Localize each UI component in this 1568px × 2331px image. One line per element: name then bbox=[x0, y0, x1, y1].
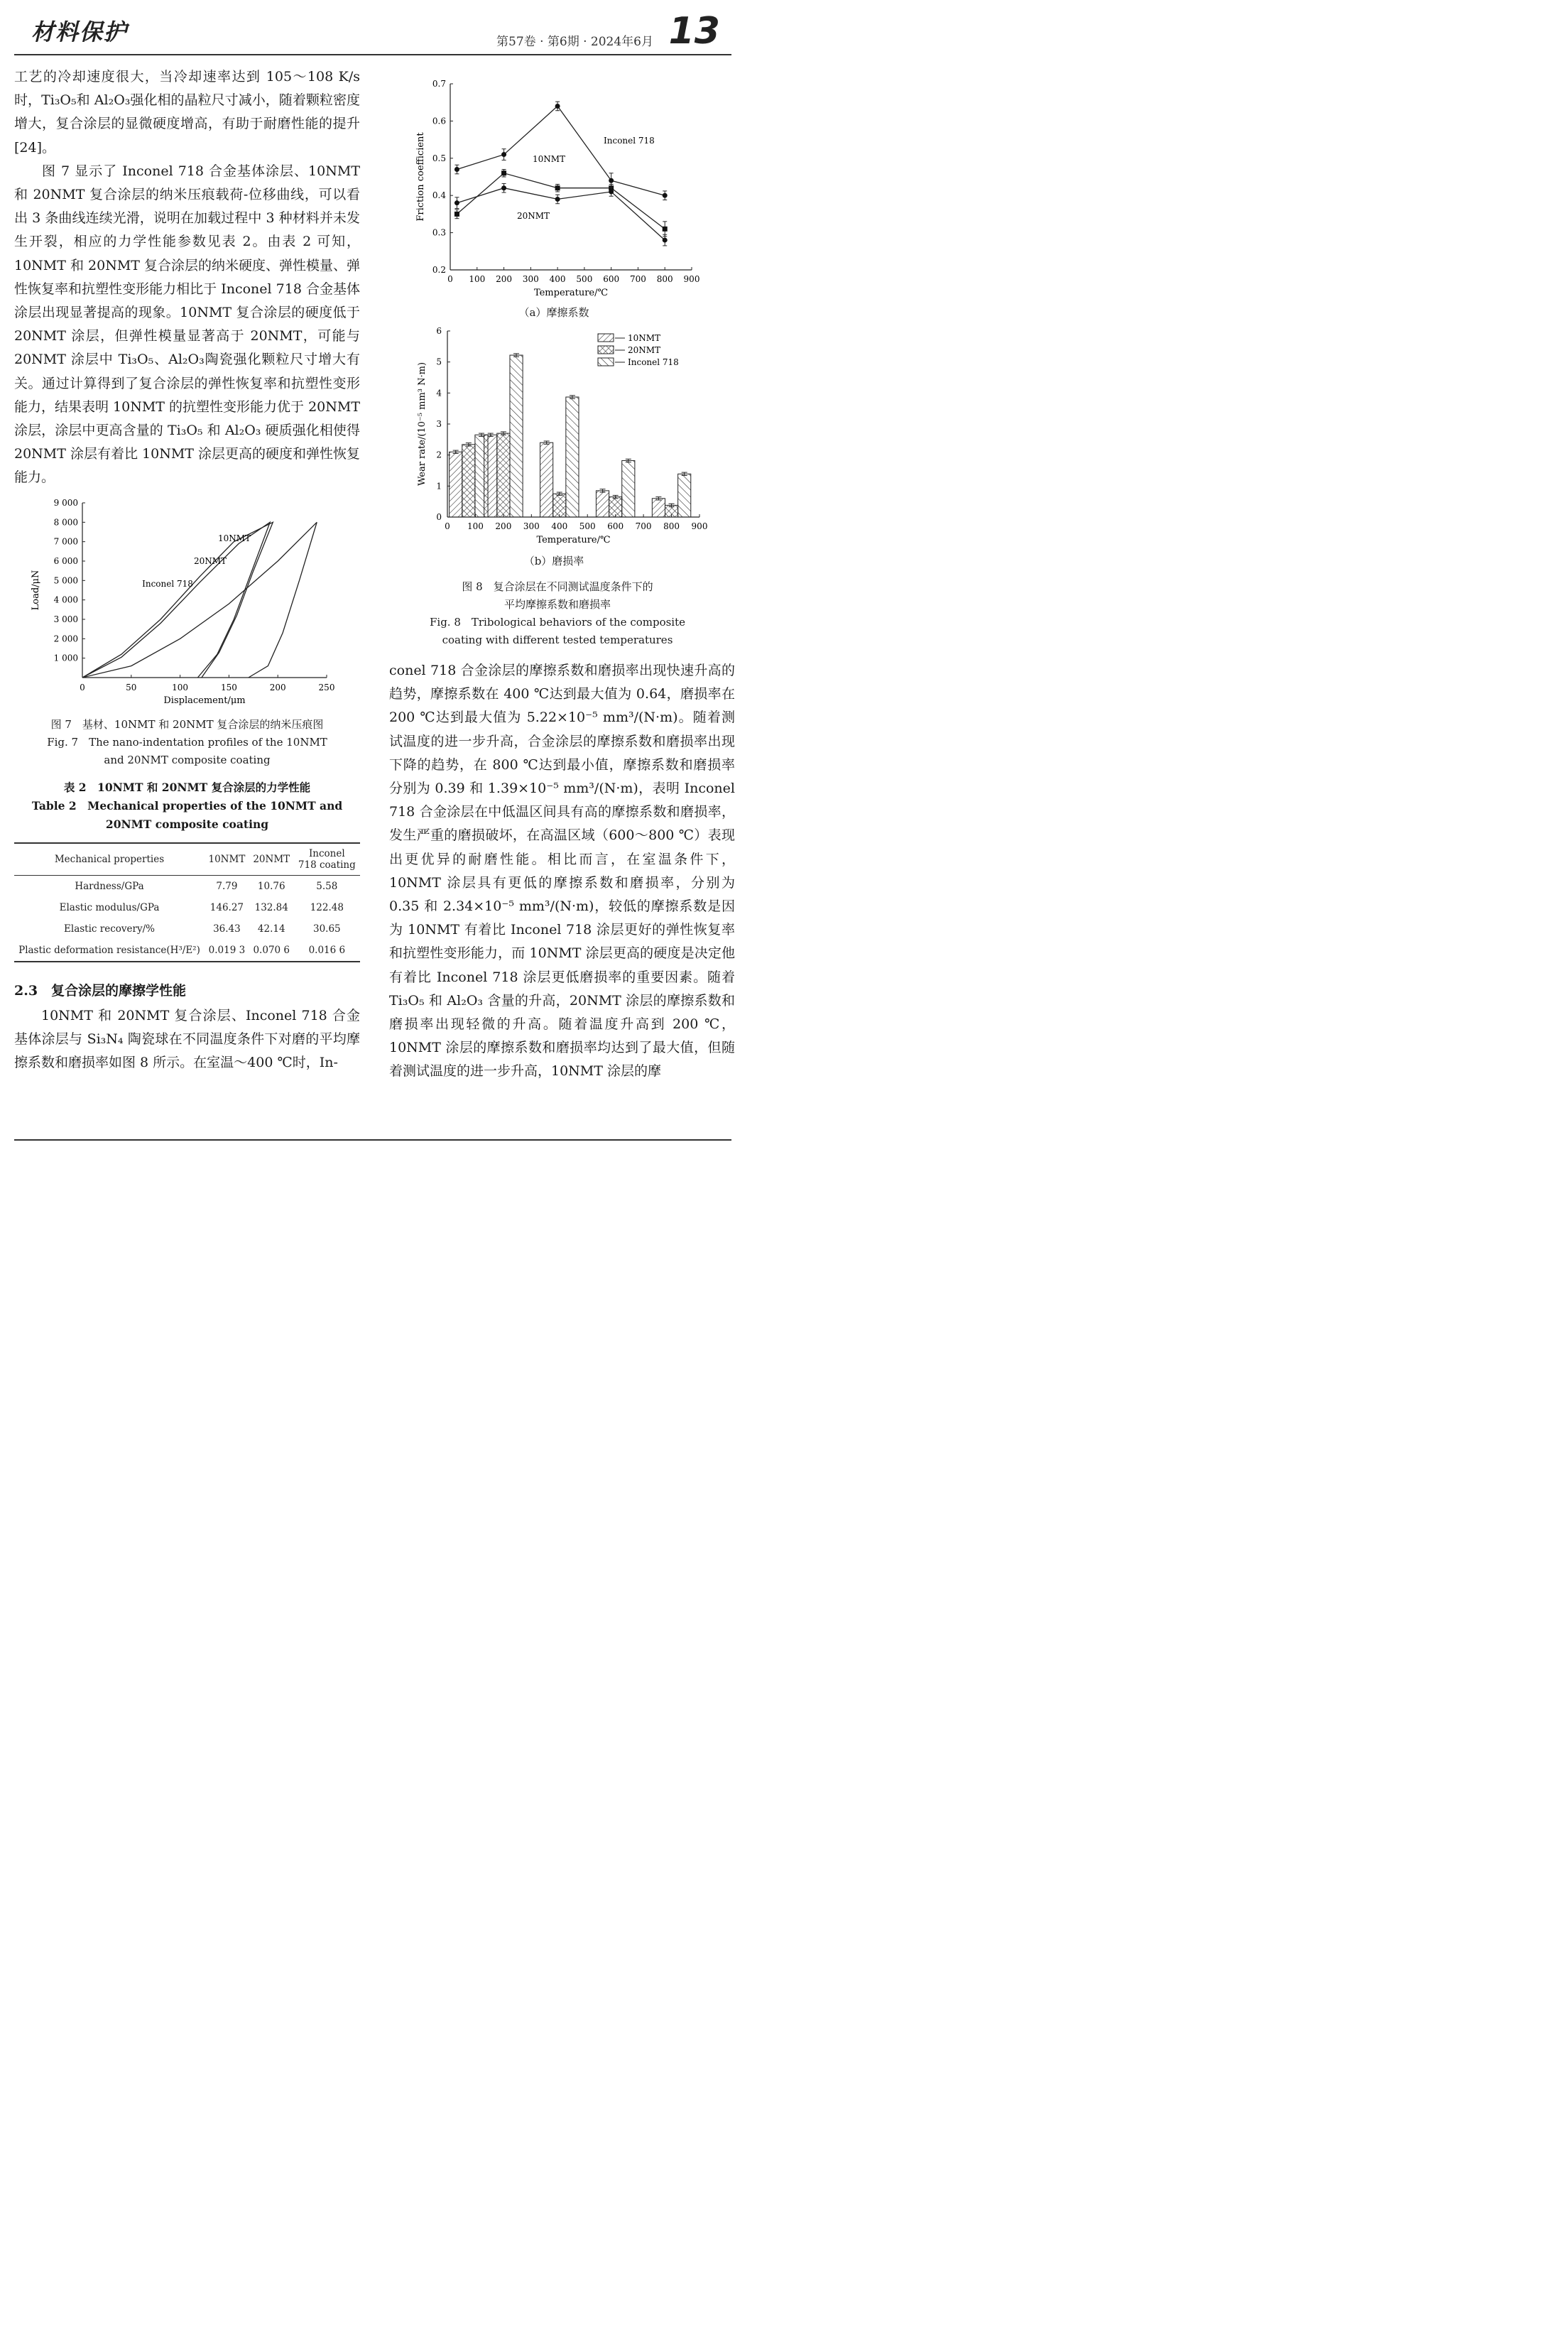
x-tick-label: 400 bbox=[549, 274, 566, 284]
y-tick-label: 6 bbox=[436, 326, 442, 336]
bar-inconel-718 bbox=[622, 461, 635, 517]
bar-20nmt bbox=[462, 445, 475, 517]
bar-20nmt bbox=[609, 497, 622, 517]
x-tick-label: 500 bbox=[576, 274, 593, 284]
y-tick-label: 2 bbox=[436, 450, 442, 460]
data-point bbox=[555, 185, 560, 190]
bar-inconel-718 bbox=[566, 397, 579, 517]
y-tick-label: 0 bbox=[436, 512, 442, 522]
legend-swatch bbox=[598, 346, 614, 354]
y-tick-label: 0.6 bbox=[432, 116, 446, 126]
bar-20nmt bbox=[553, 494, 566, 517]
curve-20nmt bbox=[82, 522, 270, 678]
x-axis-label: Temperature/℃ bbox=[536, 535, 611, 545]
bar-inconel-718 bbox=[510, 355, 523, 517]
y-tick-label: 3 000 bbox=[53, 614, 78, 624]
table-cell: 0.070 6 bbox=[249, 940, 294, 962]
table-header: 10NMT bbox=[205, 843, 249, 876]
figure-8-caption bbox=[383, 578, 731, 649]
x-axis-label: Displacement/μm bbox=[163, 695, 246, 706]
table-cell: 10.76 bbox=[257, 881, 285, 892]
right-column-text bbox=[389, 659, 735, 1084]
legend-label: Inconel 718 bbox=[628, 357, 679, 367]
legend-label: 20NMT bbox=[628, 345, 661, 355]
x-tick-label: 600 bbox=[603, 274, 620, 284]
x-tick-label: 100 bbox=[469, 274, 486, 284]
line-20nmt bbox=[457, 188, 665, 240]
table-cell: 146.27 bbox=[209, 902, 244, 913]
figure-8a-chart bbox=[398, 70, 710, 304]
legend-label: 10NMT bbox=[628, 333, 661, 343]
curve-10nmt bbox=[82, 522, 273, 678]
table-cell: 7.79 bbox=[216, 881, 238, 892]
bar-10nmt bbox=[484, 435, 497, 517]
left-column-bottom bbox=[14, 1004, 360, 1075]
bar-inconel-718 bbox=[678, 474, 691, 517]
y-tick-label: 1 000 bbox=[53, 653, 78, 663]
data-point bbox=[454, 200, 459, 205]
page-number: 13 bbox=[668, 10, 720, 53]
y-tick-label: 2 000 bbox=[53, 634, 78, 644]
series-label: 20NMT bbox=[517, 211, 550, 221]
x-tick-label: 150 bbox=[220, 683, 237, 692]
y-tick-label: 0.2 bbox=[432, 265, 446, 275]
x-tick-label: 0 bbox=[447, 274, 453, 284]
line-10nmt bbox=[457, 173, 665, 229]
table-row bbox=[14, 918, 360, 940]
y-tick-label: 0.7 bbox=[432, 79, 446, 89]
x-tick-label: 400 bbox=[551, 521, 568, 531]
left-column bbox=[14, 65, 360, 490]
table-row bbox=[14, 940, 360, 962]
data-point bbox=[663, 193, 668, 198]
x-tick-label: 200 bbox=[496, 274, 513, 284]
paragraph-2: 图 7 显示了 Inconel 718 合金基体涂层、10NMT 和 20NMT 复合涂层的纳米压痕载荷-位移曲线，可以看出 3 条曲线连续光滑，说明在加载过程中 3 种材料并未发生开裂，相应的力学性能参数见表 2。由表 2 可知，10NMT 和 20NMT 复合涂层的纳米硬度、弹性模量、弹性恢复率和抗塑性变形能力相比于 Inconel 718 合金基体涂层出现显著提高的现象。10NMT 复合涂层的硬度低于 20NMT 涂层，但弹性模量显著高于 20NMT，可能与 20NMT 涂层中 Ti₃O₅、Al₂O₃陶瓷强化颗粒尺寸增大有关。通过计算得到了复合涂层的弹性恢复率和抗塑性变形能力，结果表明 10NMT 的抗塑性变形能力优于 20NMT 涂层，涂层中更高含量的 Ti₃O₅ 和 Al₂O₃ 硬质强化相使得 20NMT 涂层有着比 10NMT 涂层更高的硬度和弹性恢复能力。 bbox=[14, 163, 360, 486]
x-tick-label: 500 bbox=[579, 521, 596, 531]
x-tick-label: 300 bbox=[523, 521, 540, 531]
header-rule bbox=[14, 54, 731, 55]
bar-10nmt bbox=[540, 442, 553, 517]
bar-10nmt bbox=[652, 499, 665, 517]
issue-info: 第57卷 · 第6期 · 2024年6月 bbox=[496, 35, 653, 49]
x-tick-label: 0 bbox=[80, 683, 85, 692]
y-tick-label: 5 000 bbox=[53, 575, 78, 586]
y-tick-label: 3 bbox=[436, 419, 442, 429]
bar-10nmt bbox=[450, 452, 462, 517]
x-tick-label: 700 bbox=[635, 521, 652, 531]
table-cell: 30.65 bbox=[313, 923, 341, 935]
table-caption-en1: Table 2 Mechanical properties of the 10NMT and bbox=[31, 799, 343, 813]
fig8-caption-cn1: 图 8 复合涂层在不同测试温度条件下的 bbox=[462, 580, 653, 593]
series-label: 10NMT bbox=[533, 154, 566, 164]
data-point bbox=[555, 197, 560, 202]
fig7-caption-en2: and 20NMT composite coating bbox=[104, 754, 271, 766]
data-point bbox=[609, 178, 614, 183]
x-tick-label: 50 bbox=[126, 683, 137, 692]
x-axis-label: Temperature/℃ bbox=[533, 288, 609, 298]
data-point bbox=[454, 212, 459, 217]
y-tick-label: 1 bbox=[436, 481, 442, 491]
data-point bbox=[555, 104, 560, 109]
bar-10nmt bbox=[596, 491, 609, 517]
section-heading: 2.3 复合涂层的摩擦学性能 bbox=[14, 983, 187, 999]
footer-rule bbox=[14, 1139, 731, 1141]
series-label: 10NMT bbox=[217, 533, 251, 543]
x-tick-label: 700 bbox=[629, 274, 646, 284]
x-tick-label: 300 bbox=[522, 274, 539, 284]
y-tick-label: 9 000 bbox=[53, 498, 78, 508]
y-tick-label: 5 bbox=[436, 357, 442, 367]
x-tick-label: 100 bbox=[467, 521, 484, 531]
journal-logo: 材料保护 bbox=[31, 18, 129, 45]
x-tick-label: 250 bbox=[318, 683, 335, 692]
x-tick-label: 800 bbox=[663, 521, 680, 531]
table-cell: 0.016 6 bbox=[294, 940, 360, 962]
y-tick-label: 8 000 bbox=[53, 517, 78, 528]
fig7-caption-cn: 图 7 基材、10NMT 和 20NMT 复合涂层的纳米压痕图 bbox=[50, 718, 324, 731]
y-tick-label: 0.3 bbox=[432, 227, 446, 238]
table-header: Mechanical properties bbox=[14, 843, 205, 876]
y-tick-label: 6 000 bbox=[53, 556, 78, 566]
y-tick-label: 4 bbox=[436, 388, 442, 398]
table-caption-cn: 表 2 10NMT 和 20NMT 复合涂层的力学性能 bbox=[63, 781, 311, 794]
data-point bbox=[501, 185, 506, 190]
y-tick-label: 7 000 bbox=[53, 536, 78, 547]
curve-inconel-718 bbox=[82, 522, 317, 678]
mechanical-properties-table bbox=[14, 842, 360, 962]
figure-7-caption bbox=[14, 716, 360, 769]
table-cell: 132.84 bbox=[254, 902, 288, 913]
table-cell: 5.58 bbox=[316, 881, 338, 892]
figure-7-chart bbox=[28, 497, 341, 710]
table-cell: 36.43 bbox=[213, 923, 241, 935]
y-axis-label: Friction coefficient bbox=[415, 132, 426, 222]
data-point bbox=[501, 152, 506, 157]
table-cell: Hardness/GPa bbox=[75, 881, 144, 892]
figure-8b-chart bbox=[398, 324, 710, 551]
table-header: Inconel 718 coating bbox=[294, 843, 360, 876]
table-cell: 122.48 bbox=[310, 902, 344, 913]
table-cell: Elastic modulus/GPa bbox=[59, 902, 160, 913]
y-axis-label: Wear rate/(10⁻⁵ mm³ N·m) bbox=[417, 362, 428, 487]
legend-swatch bbox=[598, 334, 614, 342]
table-row bbox=[14, 876, 360, 898]
x-tick-label: 600 bbox=[607, 521, 624, 531]
paragraph-3: 10NMT 和 20NMT 复合涂层、Inconel 718 合金基体涂层与 Si₃N₄ 陶瓷球在不同温度条件下对磨的平均摩擦系数和磨损率如图 8 所示。在室温～400 ℃时，In- bbox=[14, 1008, 360, 1071]
x-tick-label: 200 bbox=[495, 521, 512, 531]
data-point bbox=[454, 167, 459, 172]
data-point bbox=[609, 189, 614, 194]
series-label: 20NMT bbox=[193, 556, 227, 566]
table-cell: Plastic deformation resistance(H³/E²) bbox=[14, 940, 205, 962]
data-point bbox=[663, 238, 668, 243]
bar-20nmt bbox=[497, 433, 510, 517]
data-point bbox=[663, 227, 668, 232]
table-cell: 0.019 3 bbox=[205, 940, 249, 962]
table-2-caption bbox=[14, 778, 360, 834]
fig8-caption-en2: coating with different tested temperatures bbox=[442, 634, 673, 646]
paragraph-1: 工艺的冷却速度很大，当冷却速率达到 105～108 K/s 时，Ti₃O₅和 Al₂O₃强化相的晶粒尺寸减小，随着颗粒密度增大，复合涂层的显微硬度增高，有助于耐磨性能的提升[24]。 bbox=[14, 69, 360, 156]
table-row bbox=[14, 897, 360, 918]
line-inconel-718 bbox=[457, 106, 665, 195]
series-label: Inconel 718 bbox=[142, 579, 193, 589]
table-cell: 42.14 bbox=[257, 923, 285, 935]
legend-swatch bbox=[598, 358, 614, 366]
x-tick-label: 100 bbox=[172, 683, 189, 692]
fig8-caption-en1: Fig. 8 Tribological behaviors of the composite bbox=[429, 616, 686, 629]
data-point bbox=[501, 170, 506, 175]
table-caption-en2: 20NMT composite coating bbox=[105, 817, 269, 831]
y-tick-label: 0.4 bbox=[432, 190, 446, 201]
y-tick-label: 0.5 bbox=[432, 153, 446, 163]
x-tick-label: 900 bbox=[683, 274, 700, 284]
fig8b-subcaption: （b）磨损率 bbox=[523, 555, 584, 567]
x-tick-label: 200 bbox=[269, 683, 286, 692]
fig8-caption-cn2: 平均摩擦系数和磨损率 bbox=[503, 598, 611, 611]
fig7-caption-en1: Fig. 7 The nano-indentation profiles of the 10NMT bbox=[47, 736, 327, 749]
y-axis-label: Load/μN bbox=[31, 570, 41, 611]
table-header: 20NMT bbox=[249, 843, 294, 876]
fig8a-subcaption: （a）摩擦系数 bbox=[518, 306, 589, 319]
x-tick-label: 0 bbox=[445, 521, 450, 531]
paragraph-4: conel 718 合金涂层的摩擦系数和磨损率出现快速升高的趋势，摩擦系数在 400 ℃达到最大值为 0.64，磨损率在 200 ℃达到最大值为 5.22×10⁻⁵ mm³/(N·m)。随着测试温度的进一步升高，合金涂层的摩擦系数和磨损率出现下降的趋势，在 800 ℃达到最小值，摩擦系数和磨损率分别为 0.39 和 1.39×10⁻⁵ mm³/(N·m)，表明 Inconel 718 合金涂层在中低温区间具有高的摩擦系数和磨损率，发生严重的磨损破坏，在高温区域（600～800 ℃）表现出更优异的耐磨性能。相比而言，在室温条件下，10NMT 涂层具有更低的摩擦系数和磨损率，分别为 0.35 和 2.34×10⁻⁵ mm³/(N·m)，较低的摩擦系数是因为 10NMT 有着比 Inconel 718 涂层更好的弹性恢复率和抗塑性变形能力，而 10NMT 涂层更高的硬度是决定他有着比 Inconel 718 涂层更低磨损率的重要因素。随着 Ti₃O₅ 和 Al₂O₃ 含量的升高，20NMT 涂层的摩擦系数和磨损率出现轻微的升高。随着温度升高到 200 ℃，10NMT 涂层的摩擦系数和磨损率均达到了最大值，但随着测试温度的进一步升高，10NMT 涂层的摩 bbox=[389, 663, 735, 1080]
y-tick-label: 4 000 bbox=[53, 594, 78, 605]
x-tick-label: 800 bbox=[656, 274, 673, 284]
x-tick-label: 900 bbox=[691, 521, 708, 531]
series-label: Inconel 718 bbox=[604, 136, 655, 146]
table-cell: Elastic recovery/% bbox=[64, 923, 155, 935]
